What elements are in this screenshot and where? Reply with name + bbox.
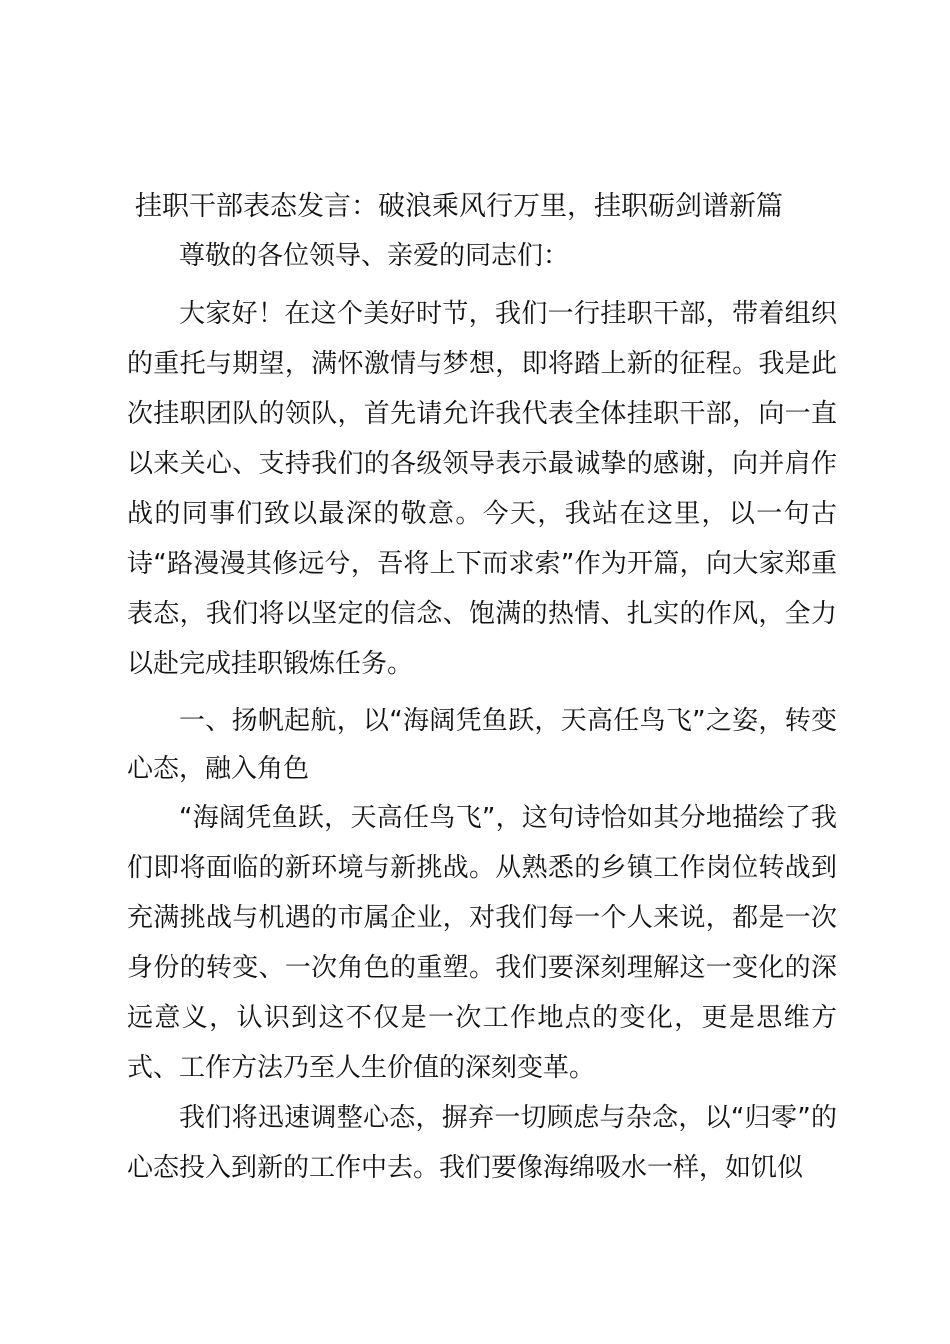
section1-paragraph-1: “海阔凭鱼跃，天高任鸟飞”，这句诗恰如其分地描绘了我们即将面临的新环境与新挑战。从熟悉的乡镇工作岗位转战到充满挑战与机遇的市属企业，对我们每一个人来说，都是一次身份的转变、一次角色的重塑。我们要深刻理解这一变化的深远意义，认识到这不仅是一次工作地点的变化，更是思维方式、工作方法乃至人生价值的深刻变革。 <box>127 803 837 1083</box>
section-heading-1: 一、扬帆起航，以“海阔凭鱼跃，天高任鸟飞”之姿，转变心态，融入角色 <box>127 706 837 784</box>
section1-paragraph-2: 我们将迅速调整心态，摒弃一切顾虑与杂念，以“归零”的心态投入到新的工作中去。我们要像海绵吸水一样，如饥似 <box>127 1103 837 1183</box>
document-body <box>127 183 837 1193</box>
document-title: 挂职干部表态发言：破浪乘风行万里，挂职砺剑谱新篇 <box>135 191 783 222</box>
opening-paragraph: 大家好！在这个美好时节，我们一行挂职干部，带着组织的重托与期望，满怀激情与梦想，即将踏上新的征程。我是此次挂职团队的领队，首先请允许我代表全体挂职干部，向一直以来关心、支持我们的各级领导表示最诚挚的感谢，向并肩作战的同事们致以最深的敬意。今天，我站在这里，以一句古诗“路漫漫其修远兮，吾将上下而求索”作为开篇，向大家郑重表态，我们将以坚定的信念、饱满的热情、扎实的作风，全力以赴完成挂职锻炼任务。 <box>127 299 837 679</box>
greeting-line: 尊敬的各位领导、亲爱的同志们： <box>179 241 570 271</box>
